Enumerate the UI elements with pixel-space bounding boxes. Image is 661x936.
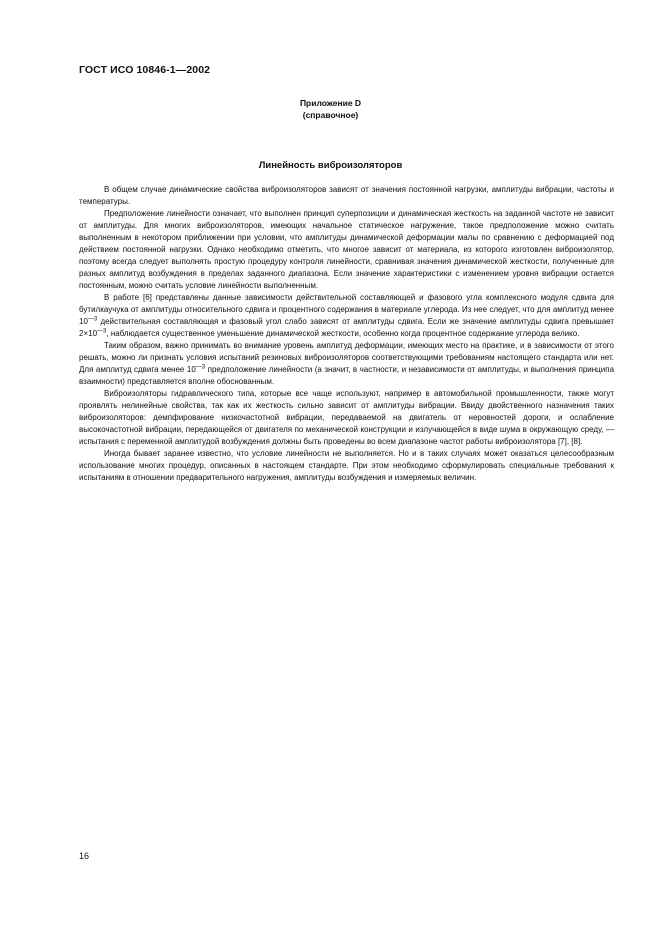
page-number: 16 [79, 851, 90, 861]
paragraph-3 [79, 292, 614, 340]
exponent: —3 [97, 328, 107, 335]
section-title: Линейность виброизоляторов [258, 160, 403, 171]
paragraph-3-part-a: В работе [6] представлены данные зависимости действительной составляющей и фазового угла комплексного модуля сдвига для бутилкаучука от амплитуды относительного сдвига и процентного содержания в материале углерода. Из нее следует, что для амплитуд менее 10 [79, 293, 614, 326]
exponent: —3 [87, 316, 98, 323]
appendix-note: (справочное) [302, 110, 359, 120]
document-body [79, 184, 614, 484]
exponent: —3 [195, 364, 206, 371]
paragraph-1: В общем случае динамические свойства виброизоляторов зависят от значения постоянной нагрузки, амплитуды вибрации, частоты и температуры. [79, 185, 614, 206]
paragraph-5: Виброизоляторы гидравлического типа, которые все чаще используют, например в автомобильной промышленности, также могут проявлять нелинейные свойства, так как их жесткость сильно зависит от амплитуды вибрации. Ввиду двойственного назначения таких виброизоляторов: демпфирование низкочастотной вибрации, передаваемой на двигатель от неровностей дороги, и ослабление высокочастотной вибрации, передающейся от двигателя по механической конструкции и излучающейся в виде шума в окружающую среду, — испытания с переменной амплитудой возбуждения должны быть проведены во всем диапазоне частот работы виброизолятора [7], [8]. [79, 389, 614, 446]
paragraph-2: Предположение линейности означает, что выполнен принцип суперпозиции и динамическая жесткость на заданной частоте не зависит от амплитуды. Для многих виброизоляторов, имеющих начальное статическое нагружение, такое предположение можно считать выполненным в некотором приближении при условии, что амплитуды динамической деформации малы по сравнению с деформацией под действием постоянной нагрузки. Однако необходимо отметить, что многое зависит от материала, из которого изготовлен виброизолятор, поэтому всегда следует выполнять простую процедуру контроля линейности, сравнивая значения динамической жесткости, полученные для разных амплитуд возбуждения в пределах заданного диапазона. Если значение характеристики с изменением уровня вибрации остается постоянным, можно считать условие линейности выполненным. [79, 209, 614, 290]
appendix-label: Приложение D [299, 98, 362, 108]
appendix-heading [0, 97, 661, 121]
paragraph-4-part-a: Таким образом, важно принимать во внимание уровень амплитуд деформации, имеющих место на практике, и в зависимости от этого решать, можно ли признать условия испытаний резиновых виброизоляторов соответствующими требованиям настоящего стандарта или нет. Для амплитуд сдвига менее 10 [79, 341, 614, 374]
paragraph-3-part-c: , наблюдается существенное уменьшение динамической жесткости, особенно когда процентное содержание углерода велико. [106, 329, 580, 338]
paragraph-4-part-b: предположение линейности (а значит, в частности, и независимости от амплитуды, и выполнения принципа взаимности) представляется вполне обоснованным. [79, 365, 615, 386]
paragraph-3-part-b: действительная составляющая и фазовый угол слабо зависят от амплитуды сдвига. Если же значение амплитуды сдвига превышает 2×10 [79, 317, 614, 338]
paragraph-4 [79, 340, 614, 388]
document-header: ГОСТ ИСО 10846-1—2002 [79, 64, 211, 76]
paragraph-6: Иногда бывает заранее известно, что условие линейности не выполняется. Но и в таких случаях может оказаться целесообразным использование многих процедур, описанных в настоящем стандарте. При этом необходимо сформулировать специальные требования к испытаниям в отношении предварительного нагружения, амплитуды возбуждения и измеряемых величин. [79, 449, 614, 482]
